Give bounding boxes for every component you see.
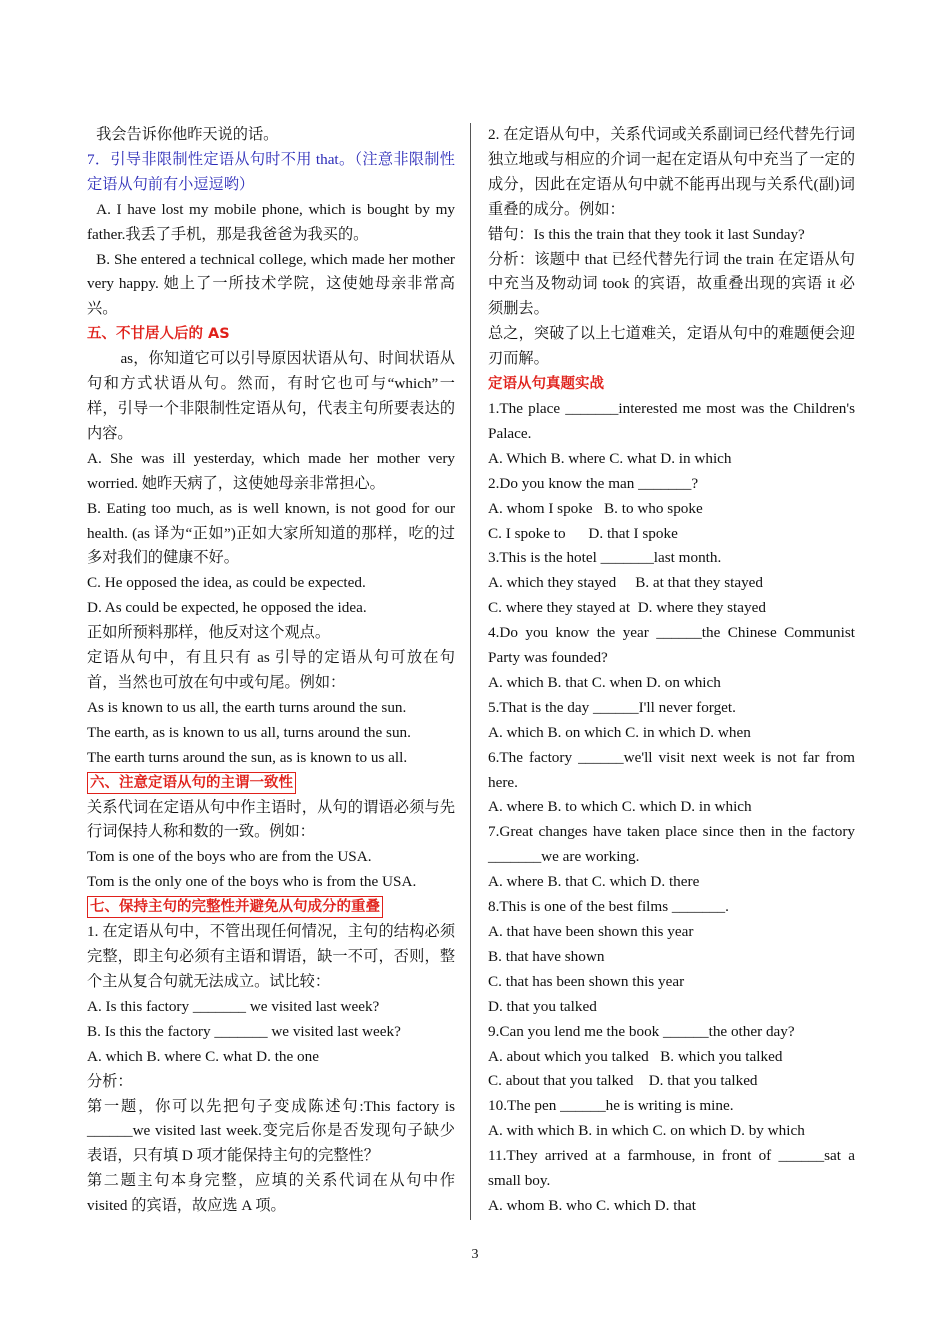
options: A. whom I spoke B. to who spoke [488, 499, 703, 517]
example-c: C. He opposed the idea, as could be expected. [87, 574, 366, 592]
section-heading-6 [87, 771, 455, 796]
options: A. with which B. in which C. on which D. by which [488, 1122, 805, 1140]
question-b: B. Is this the factory _______ we visited last week? [87, 1022, 401, 1040]
question-a: A. Is this factory _______ we visited last week? [87, 997, 380, 1015]
paragraph: 第一题，你可以先把句子变成陈述句:This factory is ______we visited last week.变完后你是否发现句子缺少表语，只有填 D 项才能保持主句的完整性？ [87, 1097, 455, 1165]
wrong-sentence: 错句：Is this the train that they took it last Sunday? [488, 225, 805, 243]
options: C. I spoke to D. that I spoke [488, 524, 678, 542]
example-b: B. She entered a technical college, which made her mother very happy. 她上了一所技术学院，这使她母亲非常高兴。 [87, 250, 455, 318]
example-sentence: Tom is the only one of the boys who is from the USA. [87, 873, 417, 891]
options: A. which B. that C. when D. on which [488, 673, 721, 691]
example-a: A. I have lost my mobile phone, which is bought by my father.我丢了手机，那是我爸爸为我买的。 [87, 200, 455, 243]
question: 5.That is the day ______I'll never forget. [488, 698, 736, 716]
option: C. that has been shown this year [488, 972, 685, 990]
paragraph: 第二题主句本身完整，应填的关系代词在从句中作 visited 的宾语，故应选 A 项。 [87, 1172, 455, 1215]
paragraph: 定语从句中，有且只有 as 引导的定语从句可放在句首，当然也可放在句中或句尾。例如： [87, 649, 455, 691]
question: 1.The place _______interested me most was the Children's Palace. [488, 399, 855, 442]
question: 6.The factory ______we'll visit next week is not far from here. [488, 748, 855, 791]
heading-text: 五、不甘居人后的 AS [87, 326, 230, 343]
example-a: A. She was ill yesterday, which made her mother very worried. 她昨天病了，这使她母亲非常担心。 [87, 449, 455, 492]
column-divider [470, 123, 471, 1220]
exercise-heading [488, 372, 855, 397]
question: 7.Great changes have taken place since then in the factory _______we are working. [488, 823, 855, 866]
paragraph: 我会告诉你他昨天说的话。 [96, 126, 279, 143]
paragraph: 总之，突破了以上七道难关，定语从句中的难题便会迎刃而解。 [488, 325, 855, 368]
paragraph: 关系代词在定语从句中作主语时，从句的谓语必须与先行词保持人称和数的一致。例如： [87, 798, 455, 841]
right-column [488, 123, 855, 1219]
question: 9.Can you lend me the book ______the other day? [488, 1022, 795, 1040]
question: 10.The pen ______he is writing is mine. [488, 1097, 734, 1115]
section-heading-5 [87, 322, 455, 347]
options: C. about that you talked D. that you talked [488, 1072, 758, 1090]
example-sentence: Tom is one of the boys who are from the USA. [87, 848, 372, 866]
options: A. which they stayed B. at that they stayed [488, 574, 763, 592]
options: A. about which you talked B. which you talked [488, 1047, 783, 1065]
section-heading-7b [87, 895, 455, 920]
example-sentence: The earth turns around the sun, as is known to us all. [87, 748, 408, 766]
paragraph: 2. 在定语从句中，关系代词或关系副词已经代替先行词独立地或与相应的介词一起在定语从句中充当了一定的成分，因此在定语从句中就不能再出现与关系代(副)词重叠的成分。例如： [488, 126, 855, 218]
example-b: B. Eating too much, as is well known, is not good for our health. (as 译为“正如”)正如大家所知道的那样，吃的过多对我们的健康不好。 [87, 499, 455, 567]
question: 3.This is the hotel _______last month. [488, 549, 722, 567]
heading-text: 六、注意定语从句的主谓一致性 [87, 772, 296, 794]
options: A. where B. to which C. which D. in which [488, 798, 752, 816]
heading-text: 定语从句真题实战 [488, 376, 604, 393]
option: B. that have shown [488, 947, 605, 965]
options: A. which B. where C. what D. the one [87, 1047, 319, 1065]
heading-text: 七、保持主句的完整性并避免从句成分的重叠 [87, 896, 383, 918]
section-heading-7: 7．引导非限制性定语从句时不用 that。（注意非限制性定语从句前有小逗逗哟） [87, 150, 455, 193]
example-sentence: As is known to us all, the earth turns around the sun. [87, 698, 407, 716]
question: 4.Do you know the year ______the Chinese Communist Party was founded? [488, 624, 855, 667]
question: 8.This is one of the best films _______. [488, 898, 729, 916]
options: A. which B. on which C. in which D. when [488, 723, 751, 741]
paragraph: 分析：该题中 that 已经代替先行词 the train 在定语从句中充当及物动词 took 的宾语，故重叠出现的宾语 it 必须删去。 [488, 250, 855, 318]
option: D. that you talked [488, 997, 597, 1015]
page-number: 3 [471, 1247, 479, 1262]
options: A. whom B. who C. which D. that [488, 1196, 696, 1214]
options: C. where they stayed at D. where they stayed [488, 599, 766, 617]
options: A. Which B. where C. what D. in which [488, 449, 732, 467]
paragraph: as，你知道它可以引导原因状语从句、时间状语从句和方式状语从句。然而，有时它也可与“which”一样，引导一个非限制性定语从句，代表主句所要表达的内容。 [87, 350, 455, 442]
question: 2.Do you know the man _______? [488, 474, 699, 492]
example-sentence: The earth, as is known to us all, turns around the sun. [87, 723, 411, 741]
left-column [87, 123, 455, 1219]
option: A. that have been shown this year [488, 923, 694, 940]
example-d: D. As could be expected, he opposed the idea. [87, 599, 367, 617]
translation: 正如所预料那样，他反对这个观点。 [87, 624, 330, 642]
options: A. where B. that C. which D. there [488, 873, 700, 891]
analysis-label: 分析： [87, 1072, 133, 1090]
question: 11.They arrived at a farmhouse, in front of ______sat a small boy. [488, 1147, 855, 1190]
paragraph: 1. 在定语从句中，不管出现任何情况，主句的结构必须完整，即主句必须有主语和谓语，缺一不可，否则，整个主从复合句就无法成立。试比较： [87, 923, 455, 990]
